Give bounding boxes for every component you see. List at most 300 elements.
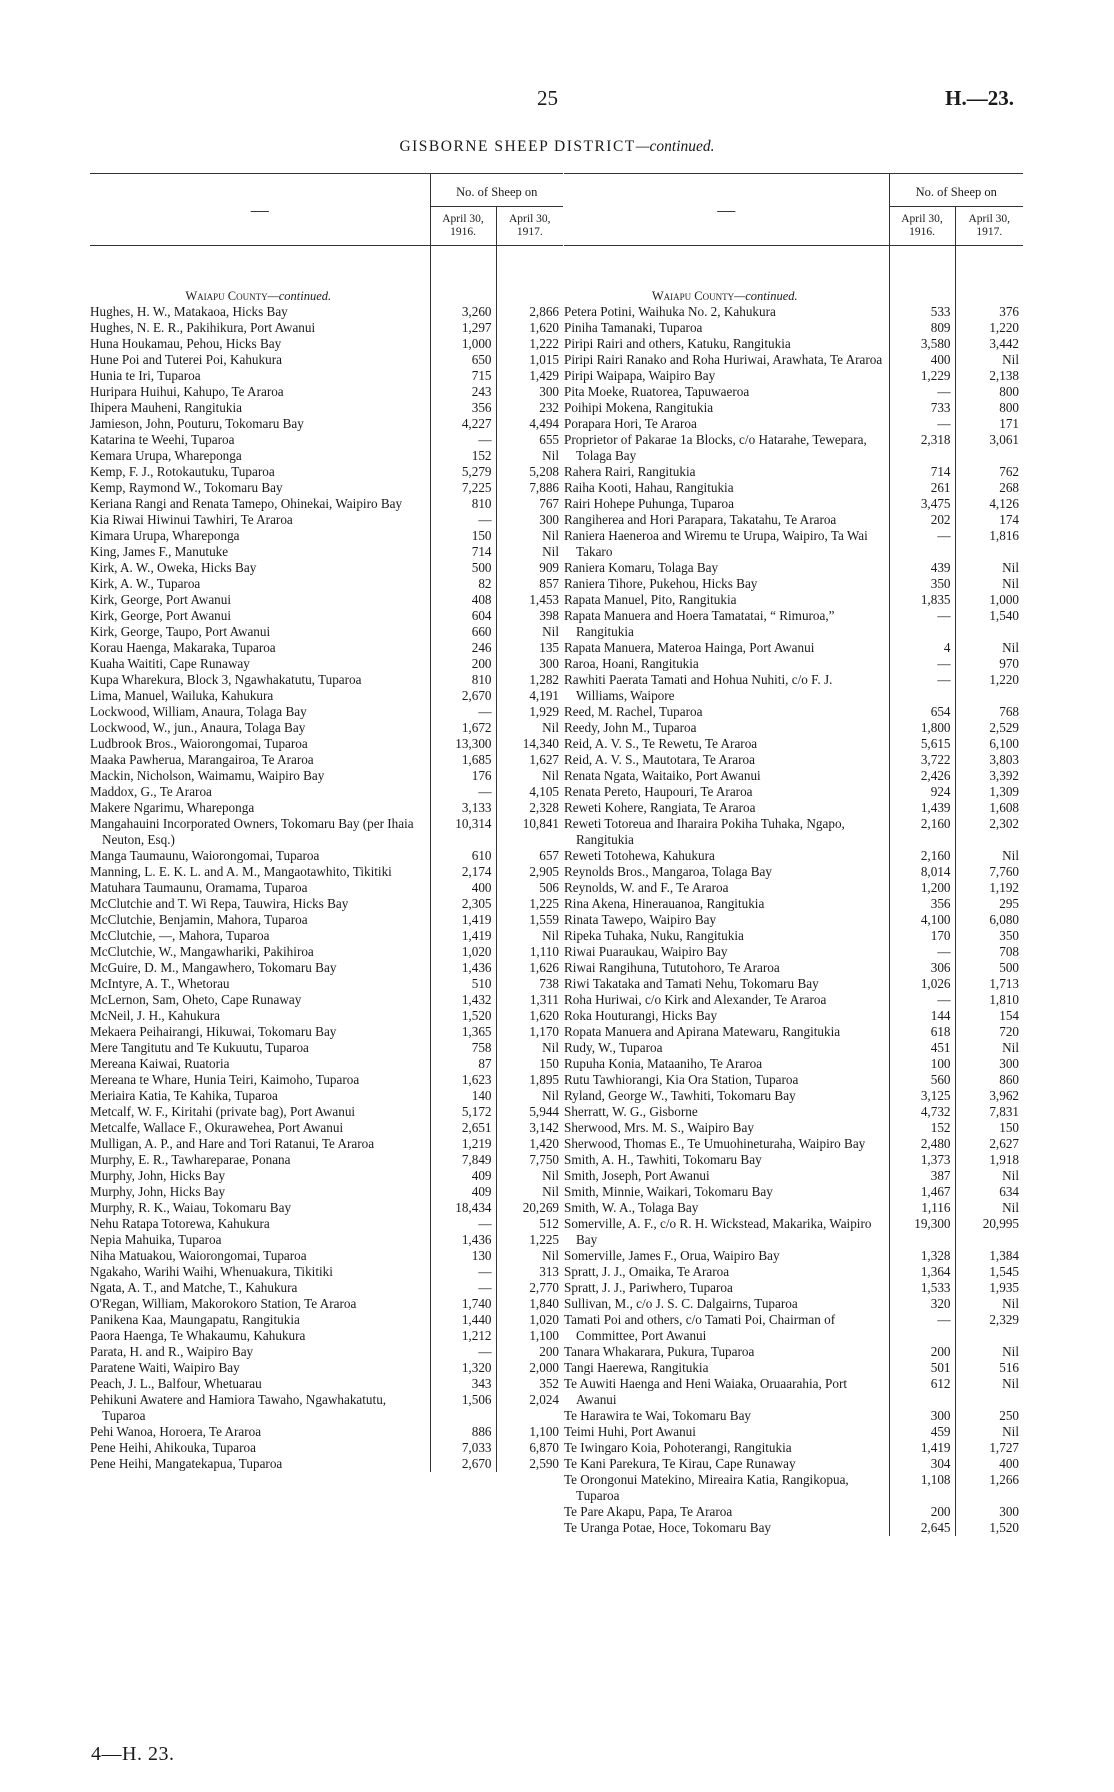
table-row bbox=[90, 672, 563, 688]
sheep-count-1917: 2,866 bbox=[529, 304, 559, 319]
sheep-count-1916: 1,419 bbox=[889, 1440, 955, 1456]
owner-name-address: Kupa Wharekura, Block 3, Ngawhakatutu, Tuparoa bbox=[90, 672, 362, 687]
owner-name-address: Kia Riwai Hiwinui Tawhiri, Te Araroa bbox=[90, 512, 293, 527]
sheep-count-1916: 343 bbox=[430, 1376, 496, 1392]
sheep-count-1917: 3,061 bbox=[989, 432, 1019, 447]
sheep-count-1916: 4,732 bbox=[889, 1104, 955, 1120]
sheep-count-1917: 20,269 bbox=[522, 1200, 559, 1215]
owner-name-address: Ripeka Tuhaka, Nuku, Rangitukia bbox=[564, 928, 744, 943]
table-row bbox=[564, 768, 1023, 784]
sheep-count-1917: 376 bbox=[999, 304, 1019, 319]
sheep-count-1917: Nil bbox=[1002, 1168, 1019, 1183]
sheep-count-1917: 300 bbox=[999, 1056, 1019, 1071]
sheep-count-1916: 451 bbox=[889, 1040, 955, 1056]
sheep-count-1916: — bbox=[430, 1280, 496, 1296]
sheep-count-1917: 1,220 bbox=[989, 320, 1019, 335]
table-row bbox=[90, 848, 563, 864]
table-row bbox=[564, 976, 1023, 992]
sheep-count-1916: 1,740 bbox=[430, 1296, 496, 1312]
sheep-count-1916: 2,426 bbox=[889, 768, 955, 784]
table-row bbox=[90, 304, 563, 320]
sheep-count-1916: 1,439 bbox=[889, 800, 955, 816]
owner-name-address: Te Pare Akapu, Papa, Te Araroa bbox=[564, 1504, 733, 1519]
owner-name-address: O'Regan, William, Makorokoro Station, Te Araroa bbox=[90, 1296, 357, 1311]
sheep-count-1916: 1,440 bbox=[430, 1312, 496, 1328]
sheep-count-1916: — bbox=[889, 672, 955, 704]
sheep-count-1916: 261 bbox=[889, 480, 955, 496]
sheep-count-1917: Nil bbox=[1002, 1040, 1019, 1055]
owner-name-address: Piripi Rairi and others, Katuku, Rangitukia bbox=[564, 336, 791, 351]
sheep-count-1917: 1,627 bbox=[529, 752, 559, 767]
table-row bbox=[564, 1264, 1023, 1280]
sheep-count-1916: 810 bbox=[430, 496, 496, 512]
owner-name-address: Kirk, George, Port Awanui bbox=[90, 592, 232, 607]
owner-name-address: Piripi Rairi Ranako and Roha Huriwai, Arawhata, Te Araroa bbox=[564, 352, 883, 367]
page-title bbox=[0, 138, 1114, 156]
sheep-count-1917: 2,627 bbox=[989, 1136, 1019, 1151]
table-row bbox=[564, 1104, 1023, 1120]
table-row bbox=[564, 960, 1023, 976]
table-row bbox=[90, 752, 563, 768]
sheep-count-1916: 400 bbox=[889, 352, 955, 368]
sheep-count-1917: 1,311 bbox=[529, 992, 559, 1007]
table-row bbox=[90, 1216, 563, 1232]
sheep-count-1917: Nil bbox=[542, 720, 559, 735]
sheep-count-1916: 243 bbox=[430, 384, 496, 400]
sheep-count-1917: Nil bbox=[542, 624, 559, 639]
table-row bbox=[564, 1040, 1023, 1056]
owner-name-address: Peach, J. L., Balfour, Whetuаrau bbox=[90, 1376, 262, 1391]
owner-name-address: Kirk, George, Taupo, Port Awanui bbox=[90, 624, 271, 639]
sheep-count-1916: 1,026 bbox=[889, 976, 955, 992]
table-row bbox=[564, 928, 1023, 944]
table-row bbox=[90, 496, 563, 512]
owner-name-address: Rahera Rairi, Rangitukia bbox=[564, 464, 696, 479]
sheep-count-1916: — bbox=[430, 1264, 496, 1280]
sheep-count-1917: 800 bbox=[999, 400, 1019, 415]
table-row bbox=[564, 1136, 1023, 1152]
owner-name-address: Makere Ngarimu, Whareponga bbox=[90, 800, 255, 815]
owner-name-address: Ropata Manuera and Apirana Matewaru, Rangitukia bbox=[564, 1024, 841, 1039]
owner-name-address: Pehi Wanoa, Horoera, Te Araroa bbox=[90, 1424, 262, 1439]
sheep-count-1917: 1,935 bbox=[989, 1280, 1019, 1295]
table-row bbox=[90, 1104, 563, 1120]
owner-name-address: Somerville, James F., Orua, Waipiro Bay bbox=[564, 1248, 780, 1263]
table-row bbox=[564, 1008, 1023, 1024]
sheep-count-1917: 7,760 bbox=[989, 864, 1019, 879]
sheep-count-1916: 350 bbox=[889, 576, 955, 592]
sheep-count-1916: 152 bbox=[889, 1120, 955, 1136]
sheep-count-1916: 4,227 bbox=[430, 416, 496, 432]
owner-name-address: Smith, Minnie, Waikari, Tokomaru Bay bbox=[564, 1184, 773, 1199]
owner-name-address: Rina Akena, Hinerauanoa, Rangitukia bbox=[564, 896, 765, 911]
sheep-count-1916: 1,436 bbox=[430, 1232, 496, 1248]
sheep-count-1916: 610 bbox=[430, 848, 496, 864]
owner-name-address: Kirk, A. W., Tuparoa bbox=[90, 576, 201, 591]
sheep-count-1917: 6,080 bbox=[989, 912, 1019, 927]
sheep-count-1917: 1,309 bbox=[989, 784, 1019, 799]
sheep-count-1916: 170 bbox=[889, 928, 955, 944]
sheep-count-1916: 246 bbox=[430, 640, 496, 656]
sheep-count-1917: Nil bbox=[542, 528, 559, 543]
owner-name-address: Paora Haenga, Te Whakaumu, Kahukura bbox=[90, 1328, 306, 1343]
sheep-count-1917: 313 bbox=[539, 1264, 559, 1279]
sheep-count-1917: 4,191 bbox=[529, 688, 559, 703]
sheep-count-1917: 5,208 bbox=[529, 464, 559, 479]
footer-sheet-code: 4—H. 23. bbox=[91, 1743, 175, 1765]
owner-name-address: Pene Heihi, Mangatekapua, Tuparoa bbox=[90, 1456, 283, 1471]
sheep-count-1916: — bbox=[430, 784, 496, 800]
sheep-count-1916: 1,219 bbox=[430, 1136, 496, 1152]
owner-name-address: Smith, Joseph, Port Awanui bbox=[564, 1168, 710, 1183]
sheep-count-1916: 439 bbox=[889, 560, 955, 576]
table-row bbox=[90, 1440, 563, 1456]
table-row bbox=[564, 656, 1023, 672]
table-row bbox=[90, 1312, 563, 1328]
sheep-count-1916: 2,645 bbox=[889, 1520, 955, 1536]
table-row bbox=[90, 1264, 563, 1280]
sheep-count-1916: 144 bbox=[889, 1008, 955, 1024]
sheep-count-1916: 1,000 bbox=[430, 336, 496, 352]
owner-name-address: Kemara Urupa, Wharepongа bbox=[90, 448, 242, 463]
owner-name-address: Sullivan, M., c/o J. S. C. Dalgairns, Tuparoa bbox=[564, 1296, 798, 1311]
owner-name-address: Murphy, John, Hicks Bay bbox=[90, 1184, 226, 1199]
owner-name-address: McClutchie and T. Wi Repa, Tauwira, Hicks Bay bbox=[90, 896, 349, 911]
sheep-count-1916: 2,160 bbox=[889, 848, 955, 864]
owner-name-address: McClutchie, W., Mangawhariki, Pakihiroa bbox=[90, 944, 314, 959]
sheep-count-1916: 1,520 bbox=[430, 1008, 496, 1024]
sheep-count-1917: 1,620 bbox=[529, 320, 559, 335]
table-row bbox=[90, 1200, 563, 1216]
sheep-count-1917: 2,529 bbox=[989, 720, 1019, 735]
table-row bbox=[90, 768, 563, 784]
sheep-count-1917: 1,225 bbox=[529, 896, 559, 911]
table-row bbox=[90, 352, 563, 368]
sheep-count-1917: 1,810 bbox=[989, 992, 1019, 1007]
sheep-count-1916: 604 bbox=[430, 608, 496, 624]
table-row bbox=[564, 1296, 1023, 1312]
owner-name-address: Hunia te Iri, Tuparoa bbox=[90, 368, 201, 383]
sheep-count-1917: 150 bbox=[999, 1120, 1019, 1135]
sheep-count-1916: 1,200 bbox=[889, 880, 955, 896]
owner-name-address: Ngakaho, Warihi Waihi, Whenuakura, Tikitiki bbox=[90, 1264, 333, 1279]
table-row bbox=[564, 1312, 1023, 1344]
sheep-count-1917: 512 bbox=[539, 1216, 559, 1231]
table-row bbox=[90, 1008, 563, 1024]
table-row bbox=[564, 400, 1023, 416]
owner-name-address: Te Harawira te Wai, Tokomaru Bay bbox=[564, 1408, 752, 1423]
sheep-count-1917: Nil bbox=[1002, 1200, 1019, 1215]
sheep-count-1916: 306 bbox=[889, 960, 955, 976]
table-row bbox=[564, 992, 1023, 1008]
table-row bbox=[90, 1328, 563, 1344]
owner-name-address: McClutchie, Benjamin, Mahora, Tuparoa bbox=[90, 912, 308, 927]
table-row bbox=[90, 400, 563, 416]
sheep-count-1917: 708 bbox=[999, 944, 1019, 959]
owner-name-address: Porapara Hori, Te Araroa bbox=[564, 416, 697, 431]
table-row bbox=[90, 480, 563, 496]
sheep-count-1917: 1,620 bbox=[529, 1008, 559, 1023]
table-row bbox=[90, 384, 563, 400]
owner-name-address: McLernon, Sam, Oheto, Cape Runaway bbox=[90, 992, 302, 1007]
owner-name-address: Nehu Ratapa Totorewa, Kahukura bbox=[90, 1216, 270, 1231]
table-row bbox=[564, 720, 1023, 736]
sheep-count-1917: 300 bbox=[539, 384, 559, 399]
sheep-count-1917: 1,220 bbox=[989, 672, 1019, 687]
table-row bbox=[90, 960, 563, 976]
sheep-count-1916: 1,623 bbox=[430, 1072, 496, 1088]
sheep-count-1917: 1,110 bbox=[529, 944, 559, 959]
sheep-count-1917: Nil bbox=[542, 1248, 559, 1263]
table-row bbox=[90, 688, 563, 704]
owner-name-address: Sherwood, Thomas E., Te Umuohineturaha, Waipiro Bay bbox=[564, 1136, 866, 1151]
table-row bbox=[90, 608, 563, 624]
sheep-count-1917: 268 bbox=[999, 480, 1019, 495]
owner-name-address: Meriaira Katia, Te Kahika, Tuparoa bbox=[90, 1088, 278, 1103]
sheep-count-1916: 387 bbox=[889, 1168, 955, 1184]
sheep-count-1917: Nil bbox=[542, 1168, 559, 1183]
sheep-count-1916: — bbox=[430, 1344, 496, 1360]
owner-name-address: Ihipera Mauheni, Rangitukia bbox=[90, 400, 242, 415]
owner-name-address: Jamieson, John, Pouturu, Tokomaru Bay bbox=[90, 416, 304, 431]
owner-name-address: Metcalf, W. F., Kiritahi (private bag), Port Awanui bbox=[90, 1104, 356, 1119]
owner-name-address: Smith, A. H., Tawhiti, Tokomaru Bay bbox=[564, 1152, 762, 1167]
sheep-count-1917: 14,340 bbox=[522, 736, 559, 751]
owner-name-address: Reweti Totohewa, Kahukura bbox=[564, 848, 715, 863]
sheep-count-1916: 560 bbox=[889, 1072, 955, 1088]
table-row bbox=[90, 576, 563, 592]
owner-name-address: Reid, A. V. S., Te Rewetu, Te Araroa bbox=[564, 736, 758, 751]
table-row bbox=[564, 704, 1023, 720]
sheep-count-1916: 1,436 bbox=[430, 960, 496, 976]
owner-name-address: Raniera Tihore, Pukehou, Hicks Bay bbox=[564, 576, 758, 591]
owner-name-address: Tangi Haerewa, Rangitukia bbox=[564, 1360, 709, 1375]
owner-name-address: Piripi Waipapa, Waipiro Bay bbox=[564, 368, 716, 383]
sheep-count-1916: — bbox=[430, 704, 496, 720]
owner-name-address: Sherwood, Mrs. M. S., Waipiro Bay bbox=[564, 1120, 754, 1135]
owner-name-address: Matuhara Taumaunu, Oramama, Tuparoa bbox=[90, 880, 308, 895]
sheep-count-1916: 2,174 bbox=[430, 864, 496, 880]
owner-name-address: Raniera Haeneroa and Wiremu te Urupa, Waipiro, Ta Wai Takaro bbox=[564, 528, 868, 559]
table-row bbox=[564, 816, 1023, 848]
table-row bbox=[564, 1472, 1023, 1504]
sheep-count-1917: 232 bbox=[539, 400, 559, 415]
table-row bbox=[564, 608, 1023, 640]
owner-name-address: Riwai Rangihuna, Tututohoro, Te Araroa bbox=[564, 960, 780, 975]
sheep-count-1917: 634 bbox=[999, 1184, 1019, 1199]
owner-name-address: Te Orongonui Matekino, Mireaira Katia, Rangikopua, Tuparoa bbox=[564, 1472, 849, 1503]
owner-name-address: Tamati Poi and others, c/o Tamati Poi, Chairman of Committee, Port Awanui bbox=[564, 1312, 836, 1343]
table-row bbox=[564, 1280, 1023, 1296]
table-row bbox=[90, 880, 563, 896]
owner-name-address: Rutu Tawhiorangi, Kia Ora Station, Tuparoa bbox=[564, 1072, 799, 1087]
sheep-count-1916: 409 bbox=[430, 1184, 496, 1200]
owner-name-address: Rapata Manuera and Hoera Tamatatai, “ Rimuroa,” Rangitukia bbox=[564, 608, 835, 639]
owner-name-address: Mekaera Peihairangi, Hikuwai, Tokomaru Bay bbox=[90, 1024, 337, 1039]
table-row bbox=[90, 720, 563, 736]
sheep-count-1917: 1,000 bbox=[989, 592, 1019, 607]
sheep-count-1916: 4 bbox=[889, 640, 955, 656]
sheep-count-1916: 1,373 bbox=[889, 1152, 955, 1168]
sheep-count-1917: 738 bbox=[539, 976, 559, 991]
owner-name-address: Ngata, A. T., and Matche, T., Kahukura bbox=[90, 1280, 298, 1295]
table-row bbox=[90, 624, 563, 640]
sheep-count-1917: 2,329 bbox=[989, 1312, 1019, 1327]
sheep-count-1916: 1,108 bbox=[889, 1472, 955, 1504]
sheep-count-1917: Nil bbox=[1002, 1296, 1019, 1311]
table-row bbox=[564, 1520, 1023, 1536]
sheep-count-1916: 13,300 bbox=[430, 736, 496, 752]
sheep-count-1916: 733 bbox=[889, 400, 955, 416]
owner-name-address: Kemp, Raymond W., Tokomaru Bay bbox=[90, 480, 283, 495]
sheep-count-1916: 400 bbox=[430, 880, 496, 896]
owner-name-address: Paratene Waiti, Waipiro Bay bbox=[90, 1360, 240, 1375]
header-year-1916: April 30, 1916. bbox=[430, 207, 496, 246]
table-row bbox=[564, 640, 1023, 656]
title-continued: —continued. bbox=[635, 138, 715, 155]
sheep-count-1916: 408 bbox=[430, 592, 496, 608]
sheep-count-1916: 3,722 bbox=[889, 752, 955, 768]
table-row bbox=[90, 512, 563, 528]
table-row bbox=[90, 992, 563, 1008]
owner-name-address: Mereana Kaiwai, Ruatoria bbox=[90, 1056, 230, 1071]
sheep-count-1916: 200 bbox=[430, 656, 496, 672]
table-row bbox=[90, 464, 563, 480]
table-row bbox=[564, 528, 1023, 560]
table-row bbox=[564, 416, 1023, 432]
table-row bbox=[564, 1088, 1023, 1104]
owner-name-address: Kemp, F. J., Rotokautuku, Tuparoa bbox=[90, 464, 275, 479]
owner-name-address: Pene Heihi, Ahikouka, Tuparoa bbox=[90, 1440, 256, 1455]
sheep-count-1917: 970 bbox=[999, 656, 1019, 671]
table-row bbox=[90, 544, 563, 560]
table-row bbox=[90, 1296, 563, 1312]
sheep-count-1916: 714 bbox=[430, 544, 496, 560]
sheep-count-1916: 3,260 bbox=[430, 304, 496, 320]
table-row bbox=[564, 1376, 1023, 1408]
owner-name-address: Huna Houkamau, Pehou, Hicks Bay bbox=[90, 336, 282, 351]
sheep-count-1916: — bbox=[430, 512, 496, 528]
sheep-count-1917: 295 bbox=[999, 896, 1019, 911]
sheep-count-1916: — bbox=[889, 656, 955, 672]
table-row bbox=[564, 896, 1023, 912]
sheep-count-1917: 300 bbox=[999, 1504, 1019, 1519]
sheep-count-1916: 3,580 bbox=[889, 336, 955, 352]
sheep-count-1917: 1,100 bbox=[529, 1424, 559, 1439]
table-row bbox=[90, 1424, 563, 1440]
table-row bbox=[90, 1056, 563, 1072]
sheep-count-1917: Nil bbox=[1002, 352, 1019, 367]
table-row bbox=[90, 1072, 563, 1088]
owner-name-address: Te Auwiti Haenga and Heni Waiaka, Oruaarahia, Port Awanui bbox=[564, 1376, 848, 1407]
table-row bbox=[564, 912, 1023, 928]
table-row bbox=[90, 1376, 563, 1392]
owner-name-address: Reid, A. V. S., Mautotara, Te Araroa bbox=[564, 752, 756, 767]
table-row bbox=[564, 944, 1023, 960]
sheep-count-1916: 810 bbox=[430, 672, 496, 688]
sheep-count-1917: 154 bbox=[999, 1008, 1019, 1023]
sheep-count-1917: 2,590 bbox=[529, 1456, 559, 1471]
sheep-count-1917: 1,222 bbox=[529, 336, 559, 351]
table-row bbox=[90, 592, 563, 608]
owner-name-address: Roka Houturangi, Hicks Bay bbox=[564, 1008, 718, 1023]
table-row bbox=[564, 496, 1023, 512]
sheep-count-1917: Nil bbox=[1002, 848, 1019, 863]
sheep-count-1917: 657 bbox=[539, 848, 559, 863]
sheep-count-1917: 1,453 bbox=[529, 592, 559, 607]
owner-name-address: Piniha Tamanaki, Tuparoa bbox=[564, 320, 703, 335]
owner-name-address: King, James F., Manutuke bbox=[90, 544, 229, 559]
sheep-count-1917: 720 bbox=[999, 1024, 1019, 1039]
owner-name-address: Teimi Huhi, Port Awanui bbox=[564, 1424, 696, 1439]
table-row bbox=[90, 448, 563, 464]
owner-name-address: Kuaha Waititi, Cape Runaway bbox=[90, 656, 250, 671]
sheep-count-1916: 82 bbox=[430, 576, 496, 592]
table-row bbox=[90, 1120, 563, 1136]
sheep-count-1916: 612 bbox=[889, 1376, 955, 1408]
owner-name-address: Niha Matuakou, Waiorongomai, Tuparoa bbox=[90, 1248, 307, 1263]
table-row bbox=[90, 896, 563, 912]
table-row bbox=[90, 800, 563, 816]
table-row bbox=[564, 1072, 1023, 1088]
table-row bbox=[90, 1184, 563, 1200]
sheep-count-1916: 1,328 bbox=[889, 1248, 955, 1264]
header-year-1917: April 30, 1917. bbox=[496, 207, 563, 246]
sheep-count-1916: 87 bbox=[430, 1056, 496, 1072]
sheep-count-1917: 398 bbox=[539, 608, 559, 623]
sheep-count-1916: — bbox=[889, 608, 955, 640]
sheep-count-1917: 2,024 bbox=[529, 1392, 559, 1407]
sheep-count-1917: 7,886 bbox=[529, 480, 559, 495]
sheep-count-1917: 7,750 bbox=[529, 1152, 559, 1167]
sheep-count-1917: 1,266 bbox=[989, 1472, 1019, 1487]
table-row bbox=[564, 480, 1023, 496]
sheep-count-1917: Nil bbox=[542, 928, 559, 943]
sheep-count-1917: Nil bbox=[1002, 560, 1019, 575]
table-row bbox=[564, 1120, 1023, 1136]
table-row bbox=[90, 912, 563, 928]
table-row bbox=[90, 976, 563, 992]
table-row bbox=[564, 304, 1023, 320]
sheep-count-1916: 886 bbox=[430, 1424, 496, 1440]
sheep-count-1917: 860 bbox=[999, 1072, 1019, 1087]
sheep-count-1917: 1,608 bbox=[989, 800, 1019, 815]
sheep-count-1916: 3,475 bbox=[889, 496, 955, 512]
sheep-count-1917: 5,944 bbox=[529, 1104, 559, 1119]
sheep-count-1917: 1,929 bbox=[529, 704, 559, 719]
sheep-count-1916: 1,432 bbox=[430, 992, 496, 1008]
sheep-count-1916: 1,419 bbox=[430, 928, 496, 944]
sheep-count-1916: — bbox=[889, 992, 955, 1008]
sheep-count-1917: Nil bbox=[1002, 640, 1019, 655]
sheep-count-1916: 1,320 bbox=[430, 1360, 496, 1376]
table-row bbox=[90, 1024, 563, 1040]
sheep-count-1917: 767 bbox=[539, 496, 559, 511]
sheep-count-1916: — bbox=[430, 1216, 496, 1232]
table-row bbox=[564, 336, 1023, 352]
sheep-count-1917: 1,713 bbox=[989, 976, 1019, 991]
sheep-count-1917: Nil bbox=[1002, 1376, 1019, 1391]
sheep-count-1916: 924 bbox=[889, 784, 955, 800]
sheep-count-1916: 19,300 bbox=[889, 1216, 955, 1248]
table-row bbox=[564, 368, 1023, 384]
table-row bbox=[564, 1056, 1023, 1072]
sheep-count-1916: 1,212 bbox=[430, 1328, 496, 1344]
table-row bbox=[564, 1200, 1023, 1216]
owner-name-address: Spratt, J. J., Omaika, Te Araroa bbox=[564, 1264, 730, 1279]
sheep-count-1916: 1,229 bbox=[889, 368, 955, 384]
sheep-count-1917: Nil bbox=[542, 1184, 559, 1199]
